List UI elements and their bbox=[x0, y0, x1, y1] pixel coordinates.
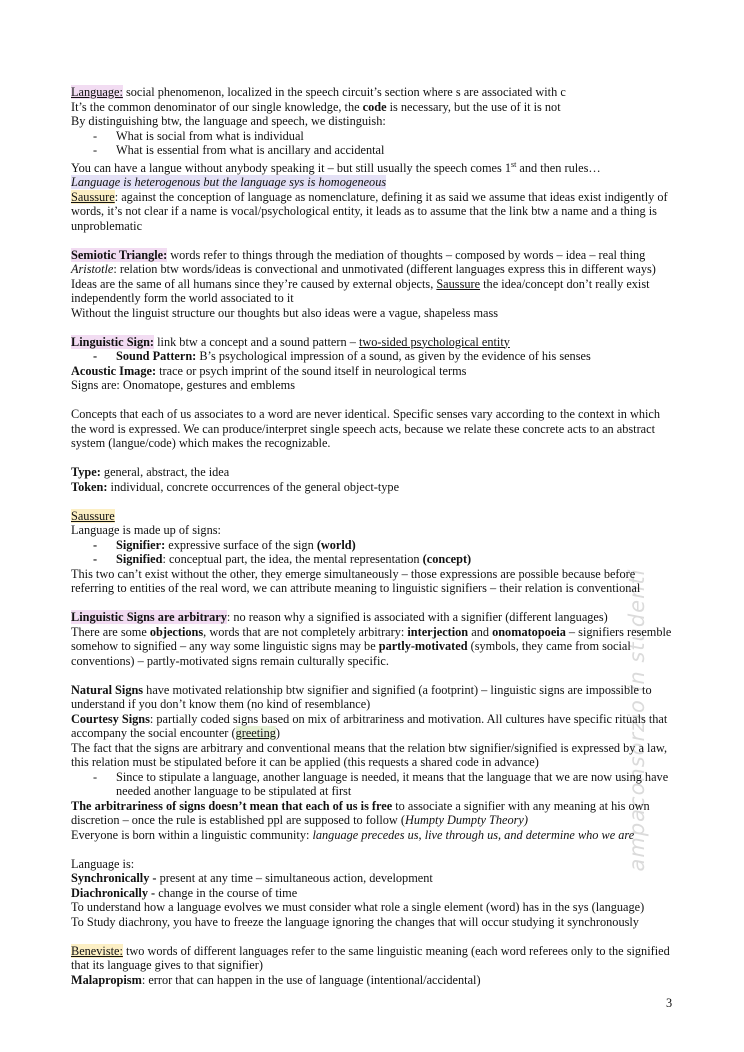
sign-def: link btw a concept and a sound pattern – bbox=[154, 334, 359, 349]
acoustic-image-term: Acoustic Image: bbox=[71, 363, 157, 378]
acoustic-image-def: trace or psych imprint of the sound itself in neurological terms bbox=[156, 363, 467, 378]
text: You can have a langue without anybody speaking it – but still usually the speech comes 1 bbox=[71, 160, 511, 175]
language-line-4 bbox=[71, 158, 676, 176]
beneviste-paragraph bbox=[71, 944, 676, 973]
aristotle-term: Aristotle bbox=[71, 262, 114, 277]
cant-exist-paragraph: This two can’t exist without the other, they emerge simultaneously – those expressions are possible because before referring to entities of the real word, we can attribute meaning to linguistic signifiers – their relation is conventional bbox=[71, 566, 641, 596]
sync-term: Synchronically - bbox=[71, 871, 157, 886]
arbitrary-term: Linguistic Signs are arbitrary bbox=[71, 610, 227, 625]
onomatopoeia-term: onomatopoeia bbox=[492, 624, 566, 639]
courtesy-term: Courtesy Signs bbox=[71, 711, 150, 726]
aristotle-def: : relation btw words/ideas is convectional and unmotivated (different languages express this in different ways) bbox=[113, 262, 656, 277]
code-term: code bbox=[362, 99, 387, 114]
language-def: social phenomenon, localized in the speech circuit’s section where s are associated with c bbox=[122, 85, 566, 99]
sign-term: Linguistic Sign: bbox=[71, 334, 155, 349]
document-body bbox=[71, 85, 676, 987]
synchronically-line bbox=[71, 871, 676, 886]
study-line: To Study diachrony, you have to freeze the language ignoring the changes that will occur studying it synchronously bbox=[71, 914, 639, 929]
language-line-2 bbox=[71, 100, 676, 115]
sync-def: present at any time – simultaneous action, development bbox=[156, 871, 433, 886]
malapropism-term: Malapropism bbox=[71, 972, 142, 987]
token-def: individual, concrete occurrences of the general object-type bbox=[107, 479, 400, 494]
type-term: Type: bbox=[71, 465, 101, 480]
signified-def: : conceptual part, the idea, the mental representation bbox=[162, 552, 423, 567]
diachronically-line bbox=[71, 886, 676, 901]
token-line bbox=[71, 480, 676, 495]
list-item-text: What is essential from what is ancillary and accidental bbox=[116, 143, 385, 157]
text: Ideas are the same of all humans since they’re caused by external objects, bbox=[71, 276, 437, 291]
natural-signs bbox=[71, 683, 676, 712]
semiotic-triangle bbox=[71, 248, 676, 263]
malapropism-def: : error that can happen in the use of language (intentional/accidental) bbox=[141, 972, 481, 987]
born-italic: language precedes us, live through us, and determine who we are bbox=[312, 827, 635, 842]
signified-concept: (concept) bbox=[422, 552, 472, 567]
type-line bbox=[71, 465, 676, 480]
courtesy-signs bbox=[71, 712, 676, 741]
natural-signs-def: have motivated relationship btw signifier and signified (a footprint) – linguistic signs are impossible to understand if you don’t know them (no kind of resemblance) bbox=[71, 682, 652, 712]
interjection-term: interjection bbox=[407, 624, 469, 639]
acoustic-image bbox=[71, 364, 676, 379]
language-line-3: By distinguishing btw, the language and speech, we distinguish: bbox=[71, 114, 386, 128]
saussure-title: Saussure bbox=[71, 508, 115, 523]
semiotic-def: words refer to things through the mediation of thoughts – composed by words – idea – real thing bbox=[167, 247, 646, 262]
text: ) bbox=[275, 726, 280, 741]
text: and bbox=[468, 624, 493, 639]
language-is-heading: Language is: bbox=[71, 856, 135, 871]
arbitrary-def: : no reason why a signified is associated with a signifier (different languages) bbox=[226, 610, 608, 625]
signs-are-line: Signs are: Onomatope, gestures and emblems bbox=[71, 378, 296, 393]
text: and then rules… bbox=[516, 160, 601, 175]
list-item: - Signified: conceptual part, the idea, the mental representation (concept) bbox=[93, 552, 472, 567]
list-item: - Signifier: expressive surface of the sign (world) bbox=[93, 537, 356, 552]
dia-def: change in the course of time bbox=[155, 885, 298, 900]
objections-paragraph bbox=[71, 625, 676, 669]
beneviste-term: Beneviste: bbox=[71, 943, 123, 958]
arbitrariness-term: The arbitrariness of signs doesn’t mean that each of us is free bbox=[71, 798, 393, 813]
text: : partially coded signs based on mix of arbitrariness and motivation. All cultures have specific rituals that accompany the social encounter ( bbox=[71, 711, 668, 741]
malapropism-line bbox=[71, 973, 676, 988]
text: (symbols, they came from social conventions) – partly-motivated signs remain culturally specific. bbox=[71, 639, 631, 668]
list-item: - Since to stipulate a language, another language is needed, it means that the language that we are now using have needed another language to be stipulated at first bbox=[71, 770, 676, 799]
saussure-heading bbox=[71, 509, 676, 524]
list-item: - What is social from what is individual bbox=[93, 128, 304, 143]
made-of-signs: Language is made up of signs: bbox=[71, 523, 221, 538]
born-line bbox=[71, 828, 676, 843]
saussure-def: : against the conception of language as nomenclature, defining it as said we assume that ideas exist indigently of words, it’s not clear if a name is vocal/psychological entity, it leads as to assume that the link btw a name and a thing is unproblematic bbox=[71, 189, 668, 233]
signifier-def: expressive surface of the sign bbox=[165, 537, 317, 552]
text: the idea/concept don’t really exist independently form the world associated to it bbox=[71, 276, 650, 306]
aristotle-line bbox=[71, 262, 676, 277]
without-line: Without the linguist structure our thoughts but also ideas were a vague, shapeless mass bbox=[71, 305, 499, 320]
list-item-text: Since to stipulate a language, another language is needed, it means that the language that we are now using have needed another language to be stipulated at first bbox=[116, 769, 669, 799]
sound-pattern-term: Sound Pattern: bbox=[116, 349, 197, 364]
beneviste-def: two words of different languages refer to the same linguistic meaning (each word referees only to the signified that its language gives to that signifier) bbox=[71, 943, 670, 973]
text: There are some bbox=[71, 624, 150, 639]
text: , words that are not completely arbitrary: bbox=[203, 624, 408, 639]
objections-term: objections bbox=[149, 624, 204, 639]
sound-pattern-def: B’s psychological impression of a sound, as given by the evidence of his senses bbox=[196, 349, 591, 364]
type-def: general, abstract, the idea bbox=[100, 465, 230, 480]
semiotic-term: Semiotic Triangle: bbox=[71, 247, 168, 262]
list-item: - Sound Pattern: B’s psychological impression of a sound, as given by the evidence of his senses bbox=[93, 349, 591, 364]
watermark: ampaconsorzio in studenti bbox=[625, 568, 649, 872]
page-number: 3 bbox=[666, 996, 673, 1010]
signifier-world: (world) bbox=[316, 537, 356, 552]
saussure-paragraph bbox=[71, 190, 676, 234]
natural-signs-term: Natural Signs bbox=[71, 682, 144, 697]
arbitrary-line bbox=[71, 610, 676, 625]
text: It’s the common denominator of our single knowledge, the bbox=[71, 99, 363, 114]
language-term: Language: bbox=[71, 85, 123, 99]
language-definition bbox=[71, 85, 676, 100]
fact-paragraph: The fact that the signs are arbitrary and conventional means that the relation btw signifier/signified is expressed by a law, this relation must be stipulated before it can be applied (this requests a shared code in advance) bbox=[71, 740, 668, 770]
arbitrariness-paragraph bbox=[71, 799, 676, 828]
text: to associate a signifier with any meaning at his own discretion – once the rule is established ppl are supposed to follow ( bbox=[71, 798, 650, 828]
signifier-term: Signifier: bbox=[116, 537, 166, 552]
humpty-dumpty: Humpty Dumpty Theory) bbox=[405, 813, 528, 828]
list-item-text: What is social from what is individual bbox=[116, 128, 304, 143]
text: – signifiers resemble somehow to signified – any way some linguistic signs may be bbox=[71, 624, 672, 654]
list-item: - What is essential from what is ancillary and accidental bbox=[93, 143, 385, 157]
text: is necessary, but the use of it is not bbox=[386, 99, 561, 114]
saussure-term: Saussure bbox=[71, 189, 115, 204]
signified-term: Signified bbox=[116, 552, 163, 567]
concepts-paragraph: Concepts that each of us associates to a word are never identical. Specific senses vary according to the context in which the word is expressed. We can produce/interpret single speech acts, because we relate these concrete acts to an abstract system (langue/code) which makes the recognizable. bbox=[71, 407, 661, 451]
understand-line: To understand how a language evolves we must consider what role a single element (word) has in the sys (language) bbox=[71, 900, 645, 915]
text: Everyone is born within a linguistic community: bbox=[71, 827, 313, 842]
italic-note: Language is heterogenous but the language sys is homogeneous bbox=[71, 175, 387, 190]
sign-def-underlined: two-sided psychological entity bbox=[358, 334, 510, 349]
greeting-term: greeting bbox=[235, 726, 276, 741]
linguistic-sign bbox=[71, 335, 676, 350]
ideas-line bbox=[71, 277, 676, 306]
token-term: Token: bbox=[71, 479, 108, 494]
superscript: st bbox=[511, 159, 517, 169]
dia-term: Diachronically - bbox=[71, 885, 156, 900]
saussure-ref: Saussure bbox=[436, 276, 481, 291]
partly-motivated-term: partly-motivated bbox=[378, 639, 468, 654]
language-italic-note bbox=[71, 175, 676, 190]
